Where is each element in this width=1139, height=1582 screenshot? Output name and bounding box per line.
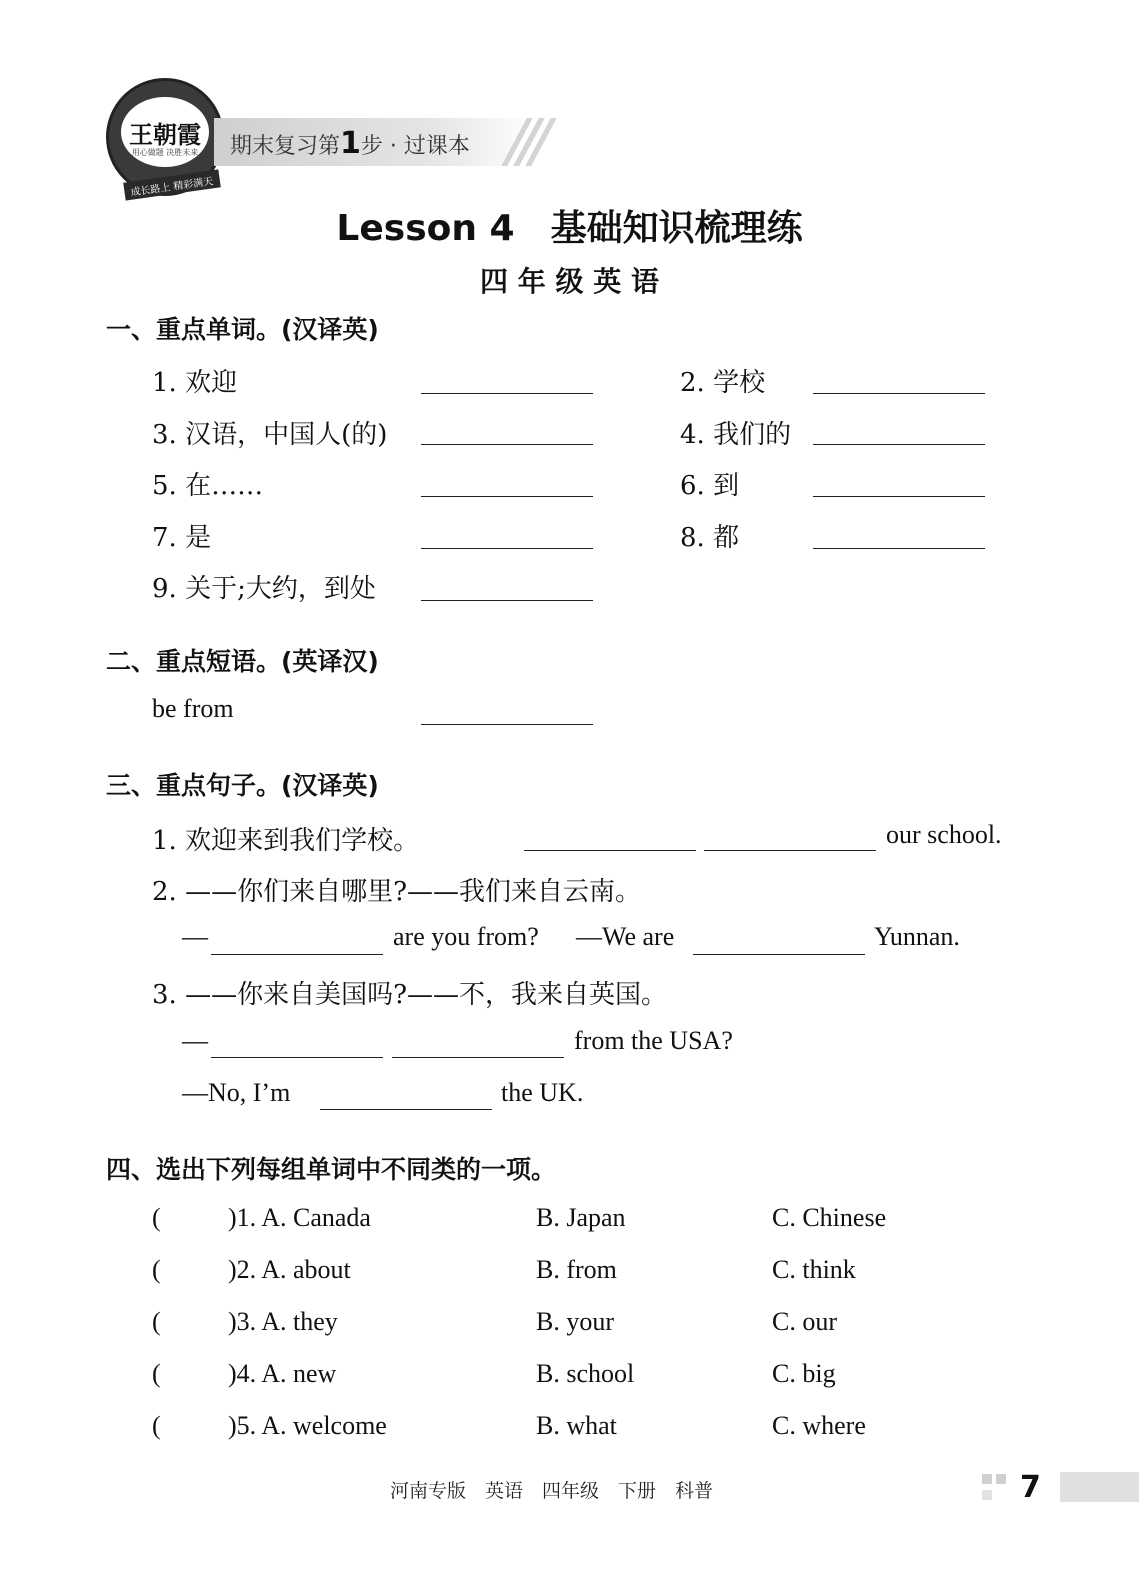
sentence-cn: 2. ——你们来自哪里?——我们来自云南。: [152, 877, 642, 907]
word-item: 1. 欢迎: [152, 368, 238, 398]
answer-blank[interactable]: [211, 954, 383, 955]
choice-option-b: B. Japan: [536, 1203, 626, 1232]
choice-option-a: )5. A. welcome: [228, 1411, 387, 1440]
choice-option-b: B. school: [536, 1359, 635, 1388]
answer-paren-open[interactable]: (: [152, 1411, 161, 1440]
sentence-en: —We are: [576, 922, 675, 951]
answer-blank[interactable]: [524, 850, 696, 851]
seal-subtitle: 用心做题 决胜未来: [131, 148, 199, 157]
answer-paren-open[interactable]: (: [152, 1203, 161, 1232]
answer-blank[interactable]: [392, 1057, 564, 1058]
phrase-item: be from: [152, 694, 234, 723]
answer-blank[interactable]: [421, 444, 593, 445]
answer-blank[interactable]: [421, 724, 593, 725]
word-item: 6. 到: [680, 471, 740, 501]
answer-blank[interactable]: [320, 1109, 492, 1110]
sentence-cn: 1. 欢迎来到我们学校。: [152, 826, 420, 856]
section-heading: 四、选出下列每组单词中不同类的一项。: [106, 1155, 557, 1184]
section-heading: 三、重点句子。(汉译英): [106, 771, 379, 800]
page-number: 7: [1020, 1470, 1041, 1505]
choice-option-a: )4. A. new: [228, 1359, 337, 1388]
choice-option-c: C. big: [772, 1359, 836, 1388]
banner-prefix: 期末复习第: [230, 134, 341, 159]
word-item: 5. 在……: [152, 471, 264, 501]
choice-option-c: C. Chinese: [772, 1203, 887, 1232]
answer-paren-open[interactable]: (: [152, 1255, 161, 1284]
answer-blank[interactable]: [211, 1057, 383, 1058]
choice-option-c: C. our: [772, 1307, 837, 1336]
answer-blank[interactable]: [693, 954, 865, 955]
answer-blank[interactable]: [421, 600, 593, 601]
footer-bar: [1060, 1472, 1139, 1502]
footer-info: 河南专版 英语 四年级 下册 科普: [390, 1480, 714, 1502]
sentence-en: are you from?: [393, 922, 539, 951]
word-item: 3. 汉语，中国人(的): [152, 420, 388, 450]
answer-paren-open[interactable]: (: [152, 1359, 161, 1388]
section-heading: 一、重点单词。(汉译英): [106, 315, 379, 344]
word-item: 8. 都: [680, 523, 740, 553]
choice-option-b: B. from: [536, 1255, 617, 1284]
seal-name: 王朝霞: [129, 120, 201, 149]
word-item: 2. 学校: [680, 368, 766, 398]
sentence-cn: 3. ——你来自美国吗?——不，我来自英国。: [152, 980, 668, 1010]
banner-number: 1: [340, 126, 361, 161]
word-item: 4. 我们的: [680, 420, 792, 450]
banner-suffix: 步 · 过课本: [360, 134, 470, 159]
sentence-en: our school.: [886, 820, 1002, 849]
answer-blank[interactable]: [813, 496, 985, 497]
sentence-en: —No, I’m: [182, 1078, 291, 1107]
choice-option-b: B. what: [536, 1411, 617, 1440]
sentence-en: the UK.: [501, 1078, 584, 1107]
answer-blank[interactable]: [813, 548, 985, 549]
choice-option-c: C. think: [772, 1255, 856, 1284]
word-item: 9. 关于;大约，到处: [152, 574, 376, 604]
answer-blank[interactable]: [421, 548, 593, 549]
answer-paren-open[interactable]: (: [152, 1307, 161, 1336]
sentence-en: from the USA?: [574, 1026, 733, 1055]
choice-option-c: C. where: [772, 1411, 866, 1440]
section-heading: 二、重点短语。(英译汉): [106, 647, 379, 676]
dash: —: [182, 922, 208, 951]
page-title: Lesson 4 基础知识梳理练: [336, 208, 803, 249]
answer-blank[interactable]: [813, 393, 985, 394]
word-item: 7. 是: [152, 523, 212, 553]
page-subtitle: 四 年 级 英 语: [480, 265, 659, 298]
sentence-en: Yunnan.: [874, 922, 960, 951]
dash: —: [182, 1026, 208, 1055]
ribbon-text: 成长路上 精彩满天: [129, 176, 214, 199]
answer-blank[interactable]: [704, 850, 876, 851]
choice-option-a: )1. A. Canada: [228, 1203, 371, 1232]
answer-blank[interactable]: [421, 393, 593, 394]
answer-blank[interactable]: [813, 444, 985, 445]
banner-text: [230, 126, 470, 161]
choice-option-a: )2. A. about: [228, 1255, 351, 1284]
choice-option-a: )3. A. they: [228, 1307, 338, 1336]
choice-option-b: B. your: [536, 1307, 614, 1336]
answer-blank[interactable]: [421, 496, 593, 497]
